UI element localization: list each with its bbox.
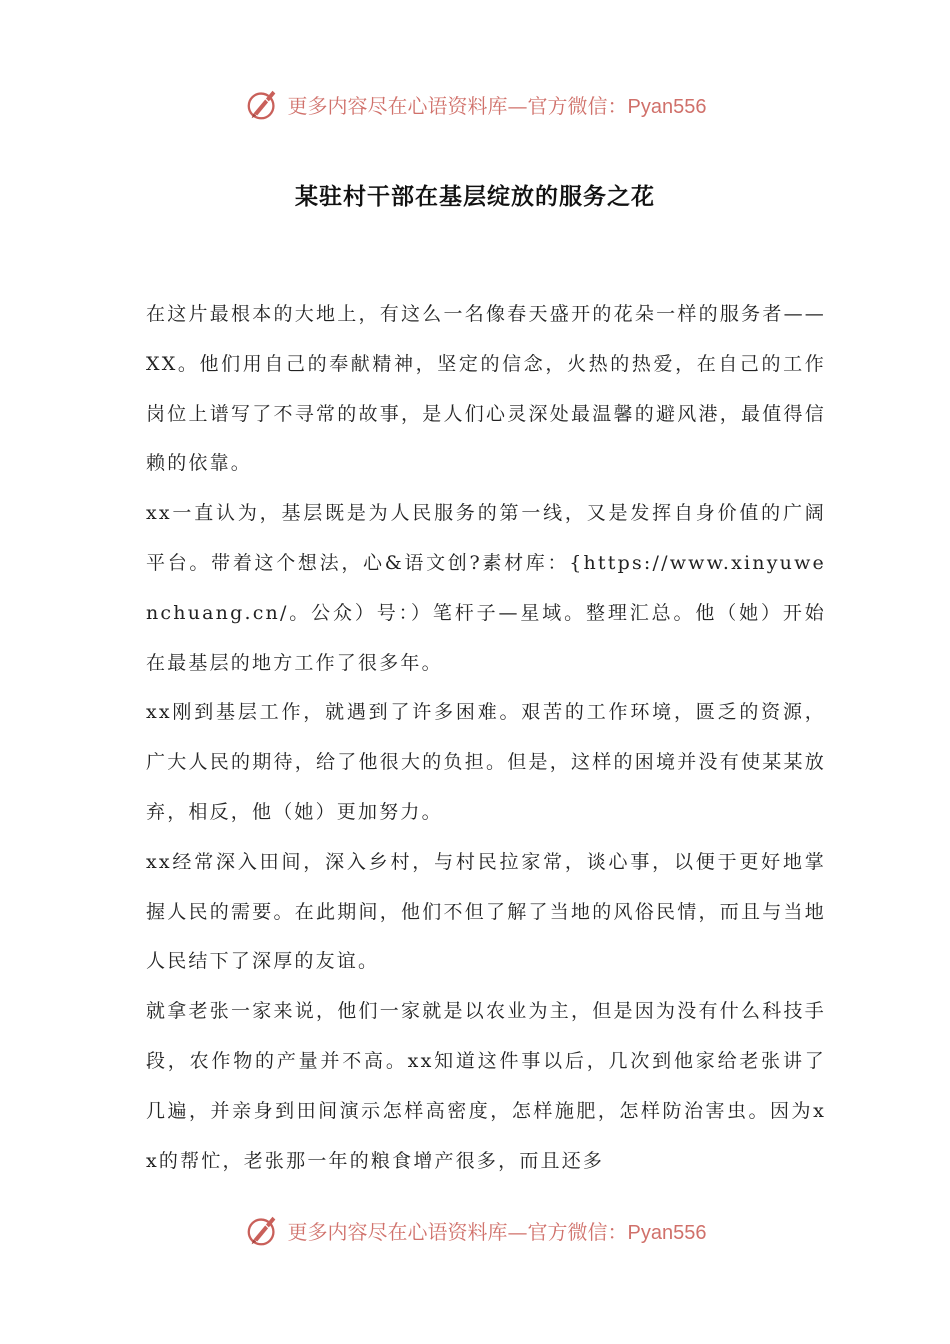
paragraph-2: xx一直认为，基层既是为人民服务的第一线，又是发挥自身价值的广阔平台。带着这个想法，心&语文创?素材库：{https://www.xinyuwenchuang.cn/。公众）号：）笔杆子—星域。整理汇总。他（她）开始在最基层的地方工作了很多年。 — [146, 502, 826, 674]
banner-text: 更多内容尽在心语资料库—官方微信：Pyan556 — [287, 93, 707, 118]
footer-banner — [0, 1208, 950, 1252]
paragraph-3: xx刚到基层工作，就遇到了许多困难。艰苦的工作环境，匮乏的资源，广大人民的期待，给了他很大的负担。但是，这样的困境并没有使某某放弃，相反，他（她）更加努力。 — [146, 701, 826, 823]
paragraph-5: 就拿老张一家来说，他们一家就是以农业为主，但是因为没有什么科技手段，农作物的产量并不高。xx知道这件事以后，几次到他家给老张讲了几遍，并亲身到田间演示怎样高密度，怎样施肥，怎样防治害虫。因为xx的帮忙，老张那一年的粮食增产很多，而且还多 — [146, 1000, 826, 1172]
paragraph-1: 在这片最根本的大地上，有这么一名像春天盛开的花朵一样的服务者——XX。他们用自己的奉献精神，坚定的信念，火热的热爱，在自己的工作岗位上谱写了不寻常的故事，是人们心灵深处最温馨的避风港，最值得信赖的依靠。 — [146, 303, 826, 475]
quill-pen-circle-icon — [244, 85, 282, 123]
paragraph-4: xx经常深入田间，深入乡村，与村民拉家常，谈心事，以便于更好地掌握人民的需要。在此期间，他们不但了解了当地的风俗民情，而且与当地人民结下了深厚的友谊。 — [146, 850, 826, 973]
banner-text: 更多内容尽在心语资料库—官方微信：Pyan556 — [287, 1219, 707, 1244]
wechat-handle: Pyan556 — [627, 95, 707, 118]
header-banner — [0, 82, 950, 126]
document-body — [146, 290, 826, 1186]
wechat-handle: Pyan556 — [627, 1221, 707, 1244]
quill-pen-circle-icon — [244, 1211, 282, 1249]
page-title: 某驻村干部在基层绽放的服务之花 — [295, 183, 655, 210]
